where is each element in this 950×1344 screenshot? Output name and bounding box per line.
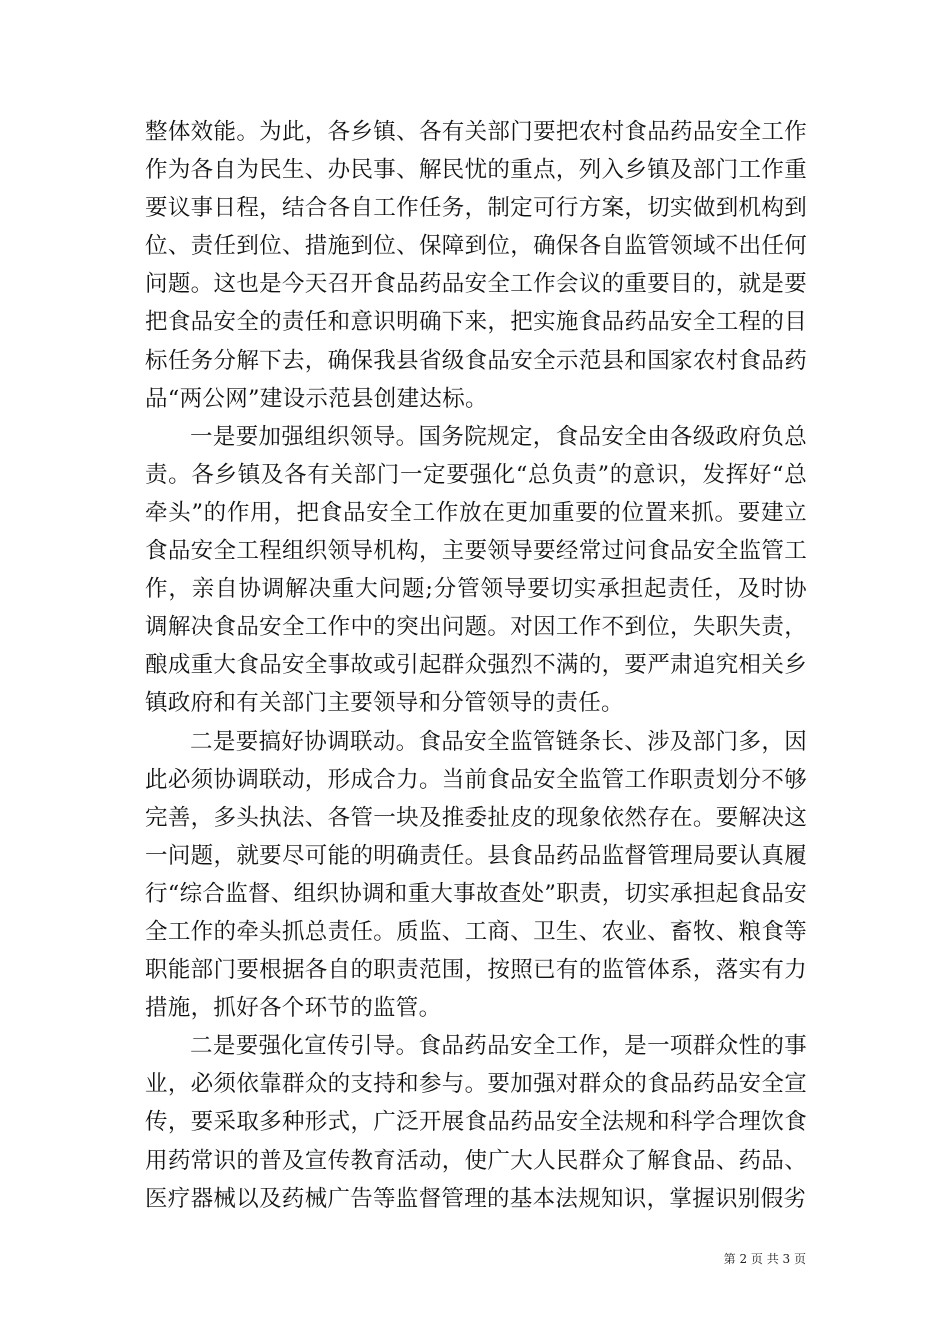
paragraph-intro-continuation: 整体效能。为此，各乡镇、各有关部门要把农村食品药品安全工作作为各自为民生、办民事、解民忧的重点，列入乡镇及部门工作重要议事日程，结合各自工作任务，制定可行方案，切实做到机构到位、责任到位、措施到位、保障到位，确保各自监管领域不出任何问题。这也是今天召开食品药品安全工作会议的重要目的，就是要把食品安全的责任和意识明确下来，把实施食品药品安全工程的目标任务分解下去，确保我县省级食品安全示范县和国家农村食品药品“两公网”建设示范县创建达标。 [145, 119, 807, 412]
paragraph-organization-leadership: 一是要加强组织领导。国务院规定，食品安全由各级政府负总责。各乡镇及各有关部门一定要强化“总负责”的意识，发挥好“总牵头”的作用，把食品安全工作放在更加重要的位置来抓。要建立食品安全工程组织领导机构，主要领导要经常过问食品安全监管工作，亲自协调解决重大问题;分管领导要切实承担起责任，及时协调解决食品安全工作中的突出问题。对因工作不到位，失职失责，酿成重大食品安全事故或引起群众强烈不满的，要严肃追究相关乡镇政府和有关部门主要领导和分管领导的责任。 [145, 423, 807, 717]
document-body [145, 113, 807, 1218]
paragraph-publicity: 二是要强化宣传引导。食品药品安全工作，是一项群众性的事业，必须依靠群众的支持和参与。要加强对群众的食品药品安全宣传，要采取多种形式，广泛开展食品药品安全法规和科学合理饮食用药常识的普及宣传教育活动，使广大人民群众了解食品、药品、医疗器械以及药械广告等监督管理的基本法规知识，掌握识别假劣 [145, 1033, 807, 1212]
paragraph-coordination: 二是要搞好协调联动。食品安全监管链条长、涉及部门多，因此必须协调联动，形成合力。当前食品安全监管工作职责划分不够完善，多头执法、各管一块及推委扯皮的现象依然存在。要解决这一问题，就要尽可能的明确责任。县食品药品监督管理局要认真履行“综合监督、组织协调和重大事故查处”职责，切实承担起食品安全工作的牵头抓总责任。质监、工商、卫生、农业、畜牧、粮食等职能部门要根据各自的职责范围，按照已有的监管体系，落实有力措施，抓好各个环节的监管。 [145, 728, 808, 1022]
page-number-footer: 第 2 页 共 3 页 [723, 1252, 806, 1266]
